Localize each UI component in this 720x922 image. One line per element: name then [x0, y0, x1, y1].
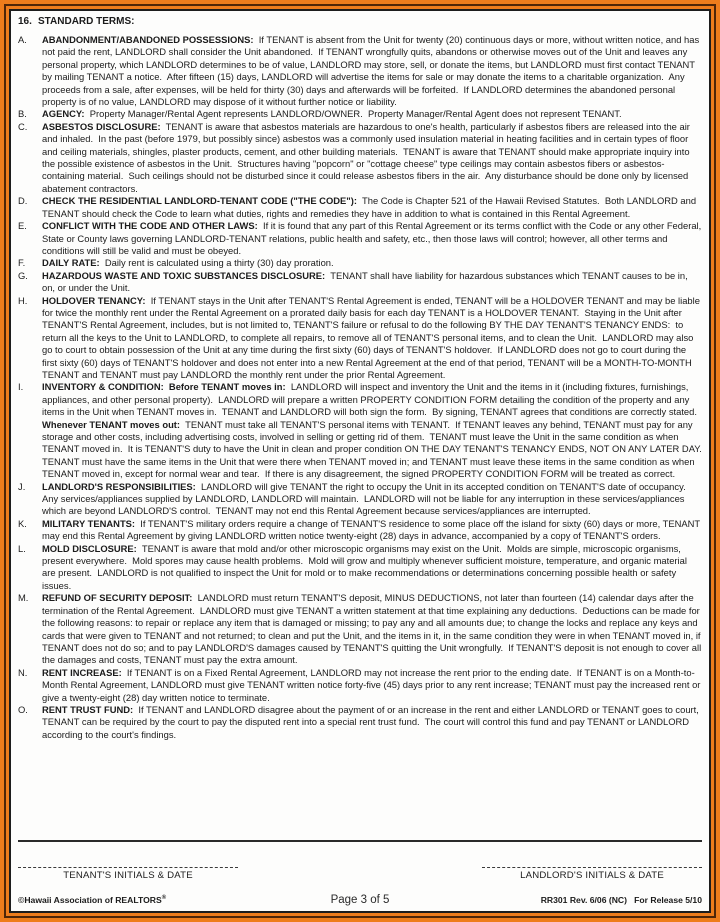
term-title: CONFLICT WITH THE CODE AND OTHER LAWS: [42, 220, 258, 232]
footer-bottom-row [18, 892, 702, 906]
term-title: MILITARY TENANTS: [42, 517, 136, 529]
term-letter: N. [18, 666, 28, 678]
document-page [9, 9, 711, 913]
section-number: 16. [18, 16, 32, 27]
term-title: RENT INCREASE: [42, 666, 122, 678]
term-letter: K. [18, 517, 27, 529]
tenant-initials-line [18, 866, 238, 868]
term-item-c [18, 121, 702, 195]
term-item-a [18, 34, 702, 108]
term-body: Daily rent is calculated using a thirty (30) day proration. [99, 257, 334, 269]
term-title: MOLD DISCLOSURE: [42, 542, 137, 554]
tenant-initials-block [18, 866, 238, 882]
term-letter: L. [18, 542, 26, 554]
term-item-j [18, 481, 702, 518]
form-revision: RR301 Rev. 6/06 (NC) For Release 5/10 [540, 894, 702, 905]
landlord-initials-line [482, 866, 702, 868]
term-letter: E. [18, 220, 27, 232]
tenant-initials-label: TENANT'S INITIALS & DATE [63, 870, 193, 882]
term-title: Whenever TENANT moves out: [42, 418, 181, 430]
term-item-m [18, 592, 702, 666]
term-title: ASBESTOS DISCLOSURE: [42, 120, 161, 132]
term-body: TENANT is aware that asbestos materials are hazardous to one's health, particularly if asbestos fibers are released into the air and inhaled. In the past (before 1979, but possibly since) asbestos was a commonly used insulation material in heating facilities and in certain types of floor and ceiling materials, shingles, plaster products, cement, and other building materials. TENANT is aware that TENANT should make appropriate inquiry into the possible existence of asbestos in the Unit. Structures having "popcorn" or "cottage cheese" type ceilings may contain asbestos fibers or asbestos-containing material. Such ceilings should not be disturbed since it could release asbestos fibers in the air. Any disturbance should be done only by licensed abatement contractors. [42, 120, 693, 194]
term-title: ABANDONMENT/ABANDONED POSSESSIONS: [42, 34, 254, 45]
document-inner-border [4, 4, 716, 918]
term-body: TENANT shall have liability for hazardous substances which TENANT causes to be in, on, or under the Unit. [42, 269, 691, 294]
term-item-e [18, 220, 702, 257]
term-letter: I. [18, 381, 24, 393]
term-body: If it is found that any part of this Rental Agreement or its terms conflict with the Code or any other Federal, State or County laws governing LANDLORD-TENANT relations, public health and safety, etc., then those laws will control; however, all other terms and conditions will still be valid and must be obeyed. [42, 220, 704, 256]
term-item-g [18, 270, 702, 295]
term-title: LANDLORD'S RESPONSIBILITIES: [42, 480, 196, 492]
term-body: TENANT is aware that mold and/or other microscopic organisms may exist on the Unit. Molds are simple, microscopic organisms, present everywhere. Mold spores may cause health problems. Mold will grow and multiply whenever sufficient moisture, temperature, and organic material are present. LANDLORD is not qualified to inspect the Unit for mold or to make recommendations or determinations concerning possible health or safety issues. [42, 542, 690, 591]
term-body: LANDLORD will inspect and inventory the Unit and the items in it (including fixtures, furnishings, appliances, and other personal property). LANDLORD will prepare a written PROPERTY CONDITION FORM detailing the condition of the property and any items in the Unit when TENANT moves in. TENANT and LANDLORD will both sign the form. By signing, TENANT agrees that conditions are correctly stated. [42, 381, 703, 418]
term-title: INVENTORY & CONDITION: Before TENANT moves in: [42, 381, 286, 393]
term-body: TENANT must take all TENANT'S personal items with TENANT. If TENANT leaves any behind, TENANT must pay for any storage and other costs, including advertising costs, involved in selling or getting rid of them. TENANT must leave the Unit in the same condition as when TENANT moved in. It is TENANT'S duty to have the Unit in clean and proper condition ON THE DAY TENANT'S TENANCY ENDS, NOT ON ANY LATER DAY. TENANT must have the same items in the Unit that were there when TENANT moved in; and TENANT must leave these items in the same condition as when TENANT moved in, except for normal wear and tear. If there is any disagreement, the signed PROPERTY CONDITION FORM will be treated as correct. [42, 418, 707, 480]
copyright-text [18, 892, 246, 906]
term-item-h [18, 295, 702, 382]
term-body: The Code is Chapter 521 of the Hawaii Revised Statutes. Both LANDLORD and TENANT should check the Code to learn what duties, rights and remedies they have in addition to what is contained in this Rental Agreement. [42, 195, 699, 219]
term-letter: D. [18, 195, 28, 207]
term-title: RENT TRUST FUND: [42, 703, 134, 715]
term-letter: H. [18, 294, 28, 306]
term-item-n [18, 667, 702, 704]
term-body: LANDLORD will give TENANT the right to occupy the Unit in its accepted condition on TENANT'S date of occupancy. Any services/appliances supplied by LANDLORD, LANDLORD will maintain. LANDLORD will not be liable for any interruption in these services/appliances which are beyond LANDLORD'S control. TENANT may not end this Rental Agreement because services/appliances are interrupted. [42, 480, 691, 517]
standard-terms-list [18, 34, 707, 741]
term-letter: C. [18, 120, 28, 132]
term-item-o [18, 704, 702, 741]
term-body: LANDLORD must return TENANT'S deposit, MINUS DEDUCTIONS, not later than fourteen (14) calendar days after the termination of the Rental Agreement. LANDLORD must give TENANT a written statement at that time explaining any deductions. Deductions can be made for the following reasons: to repair or replace any item that is damaged or missing; to pay any and all amounts due; to change the locks and replace any keys and cards that were given to TENANT and not returned; to clean and put the Unit, and the items in it, in the same condition they were in when TENANT moved in, if TENANT does not do so; and to pay LANDLORD'S damages caused by TENANT'S quitting the Unit wrongfully. If TENANT'S deposit is not enough to cover all the damages and costs, TENANT must pay the extra amount. [42, 592, 704, 666]
copyright-label: ©Hawaii Association of REALTORS [18, 894, 162, 905]
term-item-b [18, 108, 702, 120]
term-item-k [18, 518, 702, 543]
term-title: CHECK THE RESIDENTIAL LANDLORD-TENANT CODE ("THE CODE"): [42, 195, 357, 207]
term-letter: O. [18, 703, 28, 715]
signature-row [18, 866, 702, 882]
term-title: AGENCY: [42, 108, 85, 120]
term-letter: B. [18, 108, 27, 120]
term-item-i [18, 381, 707, 480]
section-heading [18, 15, 702, 28]
term-title: DAILY RATE: [42, 257, 100, 269]
term-body: If TENANT is on a Fixed Rental Agreement, LANDLORD may not increase the rent prior to the ending date. If TENANT is on a Month-to-Month Rental Agreement, LANDLORD must give TENANT written notice forty-five (45) days prior to any rent increase; TENANT must pay the increased rent or give a twenty-eight (28) day written notice to terminate. [42, 666, 704, 703]
term-body: Property Manager/Rental Agent represents LANDLORD/OWNER. Property Manager/Rental Agent does not represent TENANT. [84, 108, 622, 120]
term-letter: G. [18, 269, 28, 281]
term-body: If TENANT is absent from the Unit for twenty (20) continuous days or more, without written notice, and has not paid the rent, LANDLORD shall consider the Unit abandoned. If TENANT wrongfully quits, abandons or otherwise moves out of the Unit and leaves any personal property, which LANDLORD determines to be of value, LANDLORD may store, sell, or donate the items, but LANDLORD must first contact TENANT by mailing TENANT a notice. After fifteen (15) days, LANDLORD will advertise the items for sale or may donate the items to a charitable organization. Any proceeds from a sale, after expenses, will be held for thirty (30) days and afterwards will be forfeited. If LANDLORD determines the abandoned personal property is of no value, LANDLORD may dispose of it without further notice or liability. [42, 34, 702, 108]
page-footer [18, 840, 702, 906]
section-title: STANDARD TERMS: [38, 16, 135, 27]
footer-divider [18, 840, 702, 842]
term-item-f [18, 257, 702, 269]
landlord-initials-label: LANDLORD'S INITIALS & DATE [520, 870, 664, 882]
term-body: If TENANT'S military orders require a change of TENANT'S residence to some place off the island for sixty (60) days or more, TENANT may end this Rental Agreement by giving LANDLORD written notice twenty-eight (28) days in advance, accompanied by a copy of TENANT'S orders. [42, 517, 703, 542]
term-body: If TENANT and LANDLORD disagree about the payment of or an increase in the rent and either LANDLORD or TENANT goes to court, TENANT can be required by the court to pay the disputed rent into a special rent trust fund. The court will control this fund and pay TENANT or LANDLORD according to the court's findings. [42, 703, 702, 740]
landlord-initials-block [482, 866, 702, 882]
term-title: HAZARDOUS WASTE AND TOXIC SUBSTANCES DISCLOSURE: [42, 269, 326, 281]
term-title: HOLDOVER TENANCY: [42, 294, 146, 306]
registered-trademark-symbol: ® [161, 894, 167, 901]
term-letter: J. [18, 480, 26, 492]
term-item-d [18, 195, 702, 220]
term-item-l [18, 543, 702, 593]
page-number: Page 3 of 5 [330, 893, 390, 906]
term-letter: A. [18, 34, 27, 45]
term-title: REFUND OF SECURITY DEPOSIT: [42, 592, 193, 604]
term-letter: F. [18, 257, 26, 269]
term-body: If TENANT stays in the Unit after TENANT'S Rental Agreement is ended, TENANT will be a HOLDOVER TENANT and may be liable for twice the monthly rent under the Rental Agreement on a prorated daily basis for each day TENANT is a HOLDOVER TENANT. Staying in the Unit after TENANT'S Rental Agreement, includes, but is not limited to, TENANT'S failure or refusal to do the following BY THE DAY TENANT'S TENANCY ENDS: to return all the keys to the Unit to LANDLORD, to complete all repairs, to remove all of TENANT'S personal items, and to clean the Unit. LANDLORD may also go to court to obtain possession of the Unit at any time during the first sixty (60) days of TENANT'S holdover. If LANDLORD does not go to court during the first sixty (60) days of TENANT'S holdover and does not enter into a new Rental Agreement at the end of that period, TENANT will be a MONTH-TO-MONTH TENANT and TENANT must pay LANDLORD the monthly rent under the prior Rental Agreement. [42, 294, 703, 380]
term-letter: M. [18, 592, 29, 604]
